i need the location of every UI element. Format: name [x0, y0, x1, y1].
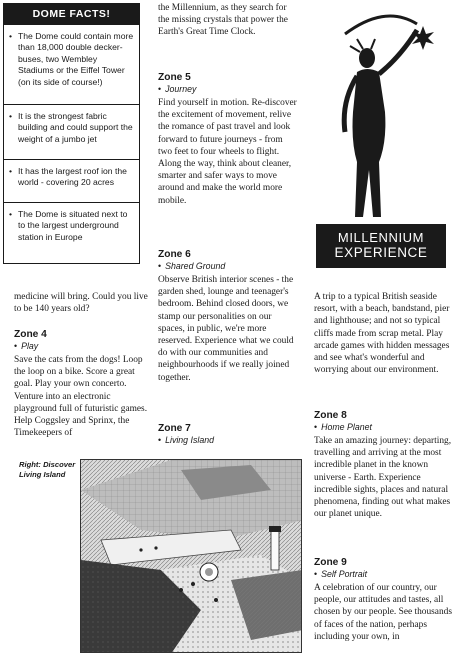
- zone-6-section: [158, 249, 298, 384]
- zone-5-subtitle: • Journey: [158, 84, 197, 94]
- fact-item: [4, 203, 139, 255]
- logo-line-1: MILLENNIUM: [337, 230, 425, 245]
- caption-label: Right:: [19, 460, 41, 469]
- fact-text: It has the largest roof ion the world - covering 20 acres: [18, 166, 127, 188]
- zone-4-subtitle: • Play: [14, 341, 39, 351]
- zone-7-subtitle: • Living Island: [158, 435, 214, 445]
- living-island-illustration: [80, 459, 302, 653]
- zone-8-subtitle: • Home Planet: [314, 422, 372, 432]
- caption-text: Discover Living Island: [19, 460, 76, 479]
- zone-9-section: [314, 557, 456, 643]
- zone-7-section: [158, 423, 298, 446]
- zone-8-text: Take an amazing journey: departing, travelling and arriving at the most incredible planet in the known universe - Earth. Experience incredible sights, places and natural phenomena, finding out what makes our planet unique.: [314, 436, 452, 520]
- zone-4-section: [14, 329, 150, 439]
- dome-facts-heading: DOME FACTS!: [4, 4, 139, 25]
- living-island-image: [81, 460, 302, 653]
- fact-text: It is the strongest fabric building and could support the weight of a jumbo jet: [18, 111, 133, 144]
- fact-item: [4, 105, 139, 160]
- zone-6-text: Observe British interior scenes - the garden shed, lounge and teenager's bedroom. Behind closed doors, we stamp our personalities on our spaces, in public, we're more reserved. Experience what we could do with our communities and neighbourhoods if we really joined together.: [158, 275, 294, 383]
- column-3-continuation: A trip to a typical British seaside resort, with a beach, bandstand, pier and lighthouse; and not so typical cliffs made from scrap metal. Play arcade games with hidden messages and see what's wonderful and worrying about our environment.: [314, 292, 450, 376]
- bullet-icon: •: [9, 209, 13, 219]
- zone-9-title: Zone 9: [314, 557, 347, 568]
- zone-5-text: Find yourself in motion. Re-discover the excitement of movement, relive the romance of past travel and look forward to future journeys - from two feet to four wheels to flight. Along the way, think about cleaner, smarter and safer ways to move around and make the world more mobile.: [158, 98, 297, 206]
- zone-6-subtitle: • Shared Ground: [158, 261, 226, 271]
- zone-5-section: [158, 72, 298, 207]
- zone-6-title: Zone 6: [158, 249, 191, 260]
- zone-9-subtitle: • Self Portrait: [314, 569, 368, 579]
- zone-7-title: Zone 7: [158, 423, 191, 434]
- fact-item: [4, 160, 139, 203]
- logo-line-2: EXPERIENCE: [334, 245, 428, 260]
- zone-4-title: Zone 4: [14, 329, 47, 340]
- zone-8-title: Zone 8: [314, 410, 347, 421]
- column-1-continuation: medicine will bring. Could you live to be 140 years old?: [14, 292, 148, 315]
- image-caption: [19, 460, 79, 479]
- zone-4-text: Save the cats from the dogs! Loop the loop on a bike. Score a great goal. Play your own concerto. Venture into an electronic playground full of futuristic games. Help Coggsley and Sprinx, the Timekeepers of: [14, 355, 148, 439]
- column-2-continuation: the Millennium, as they search for the missing crystals that power the Earth's Great Time Clock.: [158, 3, 288, 38]
- logo-wordmark: [316, 224, 446, 268]
- fact-text: The Dome is situated next to to the largest underground station in Europe: [18, 209, 128, 242]
- fact-item: [4, 25, 139, 105]
- dome-facts-box: [3, 3, 140, 264]
- bullet-icon: •: [9, 31, 13, 41]
- bullet-icon: •: [9, 166, 13, 176]
- fact-text: The Dome could contain more than 18,000 double decker-buses, two Wembley Stadiums or the Eiffel Tower (on its side of course!): [18, 31, 134, 87]
- zone-5-title: Zone 5: [158, 72, 191, 83]
- zone-8-section: [314, 410, 456, 520]
- zone-9-text: A celebration of our country, our people, our attitudes and tastes, all chosen by our people. See thousands of faces of the nation, perhaps including your own, in: [314, 583, 452, 642]
- millennium-figure-icon: [305, 2, 457, 224]
- millennium-experience-logo: [305, 2, 457, 274]
- bullet-icon: •: [9, 111, 13, 121]
